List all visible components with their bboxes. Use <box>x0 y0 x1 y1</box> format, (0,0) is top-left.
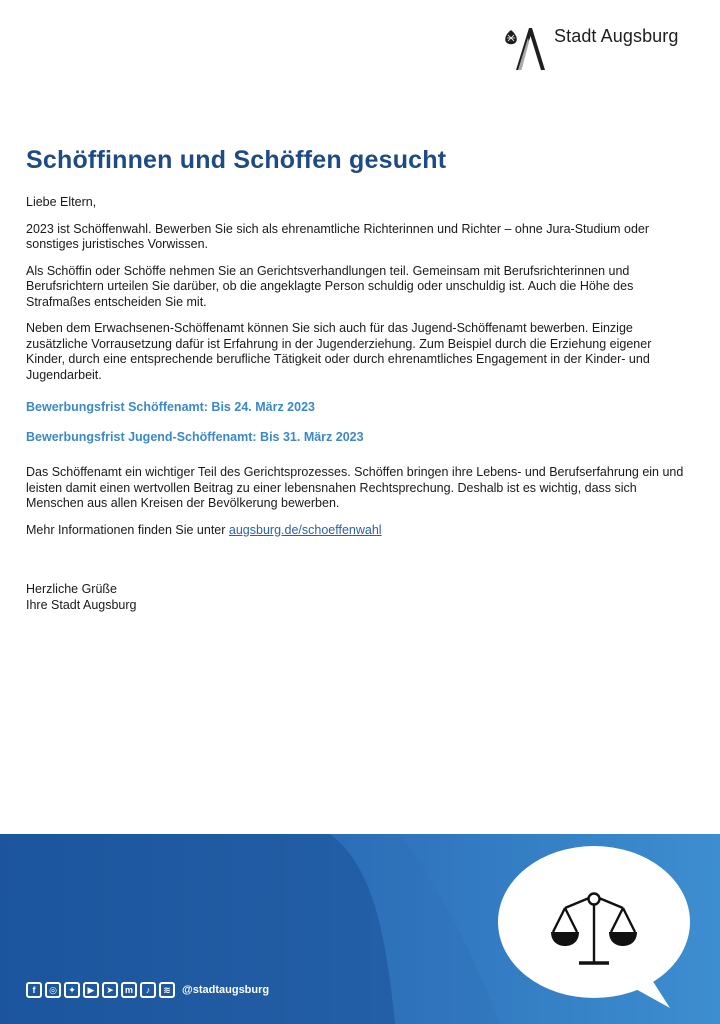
augsburg-logo-icon <box>502 24 548 72</box>
deadline-adult: Bewerbungsfrist Schöffenamt: Bis 24. März 2023 <box>26 400 315 414</box>
social-handle[interactable]: @stadtaugsburg <box>182 984 270 996</box>
closing-signature: Ihre Stadt Augsburg <box>26 597 137 612</box>
mastodon-icon[interactable]: m <box>121 982 137 998</box>
more-info-prefix: Mehr Informationen finden Sie unter <box>26 522 229 537</box>
closing-greeting: Herzliche Grüße <box>26 582 117 596</box>
stadt-augsburg-logo <box>502 24 702 72</box>
more-info-link[interactable]: augsburg.de/schoeffenwahl <box>228 522 382 537</box>
paragraph-1: 2023 ist Schöffenwahl. Bewerben Sie sich als ehrenamtliche Richterinnen und Richter – ohne Jura-Studium oder sonstiges juristisches Vorwissen. <box>26 221 650 251</box>
footer-banner <box>0 834 720 1024</box>
speech-bubble <box>492 842 708 1014</box>
twitter-icon[interactable]: ✦ <box>64 982 80 998</box>
logo-text: Stadt Augsburg <box>554 26 679 46</box>
salutation: Liebe Eltern, <box>26 195 97 209</box>
closing <box>26 582 137 613</box>
telegram-icon[interactable]: ➤ <box>102 982 118 998</box>
paragraph-2: Als Schöffin oder Schöffe nehmen Sie an Gerichtsverhandlungen teil. Gemeinsam mit Berufsrichterinnen und Berufsrichtern urteilen Sie darüber, ob die angeklagte Person schuldig oder unschuldig ist. Auch die Höhe des Strafmaßes entscheiden Sie mit. <box>26 263 634 309</box>
more-info <box>26 523 686 539</box>
facebook-icon[interactable]: f <box>26 982 42 998</box>
spotify-icon[interactable]: ≋ <box>159 982 175 998</box>
youtube-icon[interactable]: ▶ <box>83 982 99 998</box>
paragraph-4: Das Schöffenamt ein wichtiger Teil des Gerichtsprozesses. Schöffen bringen ihre Lebens- und Berufserfahrung ein und leisten damit einen wertvollen Beitrag zu einer lebensnahen Rechtsprechung. Deshalb ist es wichtig, dass sich Menschen aus allen Kreisen der Bevölkerung bewerben. <box>26 465 684 510</box>
tiktok-icon[interactable]: ♪ <box>140 982 156 998</box>
paragraph-3: Neben dem Erwachsenen-Schöffenamt können Sie sich auch für das Jugend-Schöffenamt bewerben. Einzige zusätzliche Vorrausetzung dafür ist Erfahrung in der Jugenderziehung. Zum Beispiel durch die Erziehung eigener Kinder, durch eine entsprechende berufliche Tätigkeit oder durch ehrenamtliches Engagement in der Kinder- und Jugendarbeit. <box>26 321 652 382</box>
page-title: Schöffinnen und Schöffen gesucht <box>26 146 447 174</box>
social-media-bar <box>26 982 269 998</box>
letter-content <box>26 146 686 549</box>
instagram-icon[interactable]: ◎ <box>45 982 61 998</box>
deadline-youth: Bewerbungsfrist Jugend-Schöffenamt: Bis 31. März 2023 <box>26 429 364 444</box>
